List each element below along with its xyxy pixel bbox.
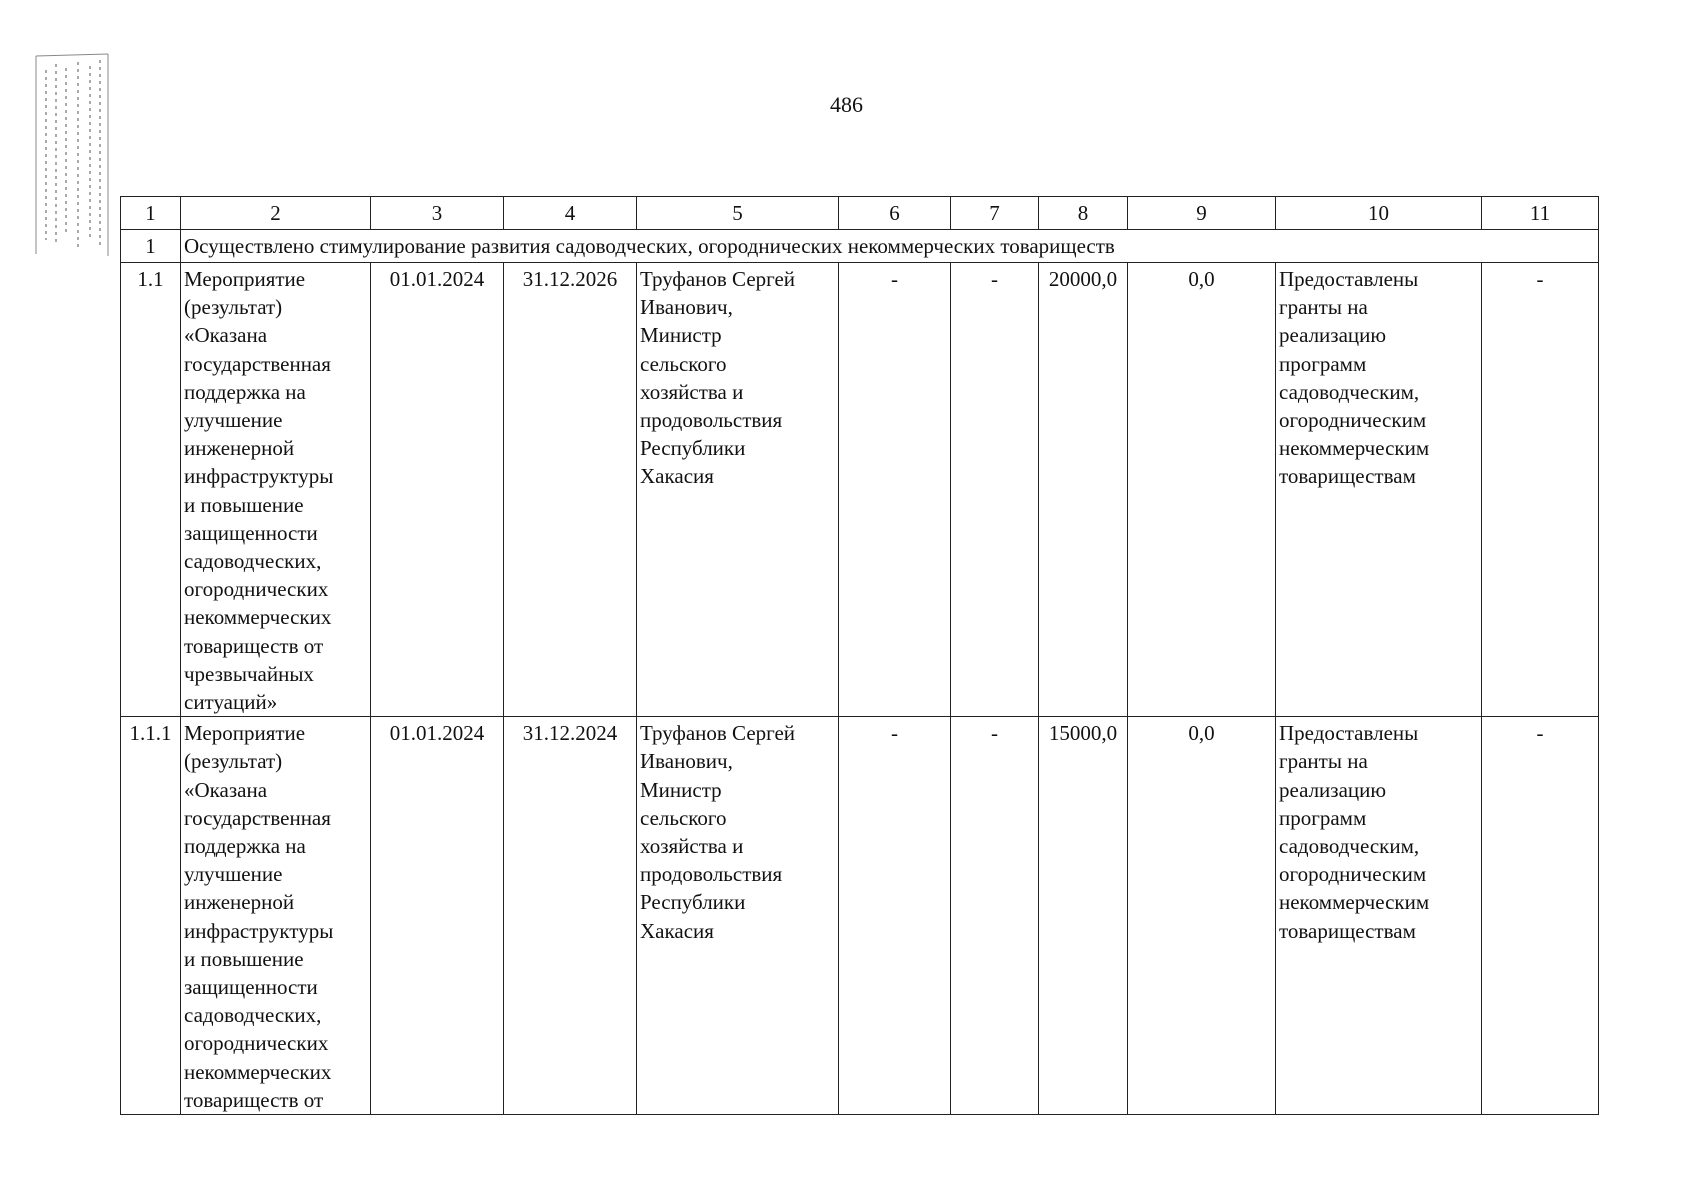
cell-line: защищенности — [184, 520, 318, 545]
col8-amount-cell: 15000,0 — [1039, 717, 1128, 1115]
cell-line: и повышение — [184, 946, 304, 971]
result-cell — [1276, 717, 1482, 1115]
column-header: 1 — [121, 197, 181, 230]
col7-cell: - — [951, 263, 1039, 717]
cell-line: хозяйства и — [640, 379, 744, 404]
cell-line: «Оказана — [184, 777, 268, 802]
cell-line: некоммерческим — [1279, 436, 1430, 461]
cell-line: Иванович, — [640, 749, 733, 774]
end-date-cell: 31.12.2026 — [504, 263, 637, 717]
cell-line: садоводческих, — [184, 549, 322, 574]
column-header: 9 — [1128, 197, 1276, 230]
cell-line: огородническим — [1279, 862, 1427, 887]
cell-line: некоммерческим — [1279, 890, 1430, 915]
cell-line: улучшение — [184, 862, 283, 887]
cell-line: хозяйства и — [640, 834, 744, 859]
col7-cell: - — [951, 717, 1039, 1115]
column-header: 7 — [951, 197, 1039, 230]
activity-name-cell — [181, 263, 371, 717]
col11-cell: - — [1482, 263, 1599, 717]
cell-line: садоводческим, — [1279, 379, 1420, 404]
cell-line: товариществ от — [184, 1087, 324, 1112]
col11-cell: - — [1482, 717, 1599, 1115]
cell-line: защищенности — [184, 975, 318, 1000]
start-date-cell: 01.01.2024 — [371, 263, 504, 717]
cell-line: сельского — [640, 351, 727, 376]
column-header: 8 — [1039, 197, 1128, 230]
cell-line: инженерной — [184, 436, 295, 461]
page-number: 486 — [830, 92, 863, 117]
cell-line: инженерной — [184, 890, 295, 915]
cell-line: Труфанов Сергей — [640, 721, 796, 746]
cell-line: государственная — [184, 805, 331, 830]
section-title: Осуществлено стимулирование развития садоводческих, огороднических некоммерческих товариществ — [181, 230, 1599, 263]
cell-line: некоммерческих — [184, 1059, 332, 1084]
cell-line: Хакасия — [640, 918, 714, 943]
cell-line: Труфанов Сергей — [640, 267, 796, 291]
cell-line: продовольствия — [640, 408, 783, 433]
end-date-cell: 31.12.2024 — [504, 717, 637, 1115]
cell-line: (результат) — [184, 749, 283, 774]
cell-line: Мероприятие — [184, 721, 306, 746]
column-header: 3 — [371, 197, 504, 230]
cell-line: Министр — [640, 323, 722, 348]
column-header: 2 — [181, 197, 371, 230]
cell-line: чрезвычайных — [184, 661, 314, 686]
cell-line: товариществам — [1279, 464, 1416, 489]
col8-amount-cell: 20000,0 — [1039, 263, 1128, 717]
cell-line: (результат) — [184, 295, 283, 320]
cell-line: улучшение — [184, 408, 283, 433]
cell-line: программ — [1279, 351, 1367, 376]
cell-line: Иванович, — [640, 295, 733, 320]
col6-cell: - — [839, 263, 951, 717]
cell-line: садоводческим, — [1279, 834, 1420, 859]
cell-line: инфраструктуры — [184, 918, 334, 943]
cell-line: огородническим — [1279, 408, 1427, 433]
cell-line: и повышение — [184, 492, 304, 517]
cell-line: некоммерческих — [184, 605, 332, 630]
cell-line: ситуаций» — [184, 690, 278, 715]
cell-line: гранты на — [1279, 749, 1368, 774]
column-header: 11 — [1482, 197, 1599, 230]
section-row — [121, 230, 1599, 263]
cell-line: «Оказана — [184, 323, 268, 348]
cell-line: продовольствия — [640, 862, 783, 887]
column-header: 5 — [637, 197, 839, 230]
table-row — [121, 263, 1599, 717]
activity-name-cell — [181, 717, 371, 1115]
table-row — [121, 717, 1599, 1115]
responsible-cell — [637, 717, 839, 1115]
cell-line: поддержка на — [184, 379, 306, 404]
cell-line: Мероприятие — [184, 267, 306, 291]
cell-line: государственная — [184, 351, 331, 376]
col9-amount-cell: 0,0 — [1128, 717, 1276, 1115]
cell-line: гранты на — [1279, 295, 1368, 320]
column-header: 10 — [1276, 197, 1482, 230]
cell-line: Предоставлены — [1279, 267, 1419, 291]
row-number: 1.1.1 — [121, 717, 181, 1115]
cell-line: товариществ от — [184, 633, 324, 658]
cell-line: Министр — [640, 777, 722, 802]
registration-stamp-mark — [34, 50, 110, 260]
cell-line: садоводческих, — [184, 1003, 322, 1028]
cell-line: реализацию — [1279, 777, 1387, 802]
col9-amount-cell: 0,0 — [1128, 263, 1276, 717]
column-number-row — [121, 197, 1599, 230]
cell-line: поддержка на — [184, 834, 306, 859]
cell-line: огороднических — [184, 1031, 329, 1056]
activities-table — [120, 196, 1599, 1115]
row-number: 1.1 — [121, 263, 181, 717]
result-cell — [1276, 263, 1482, 717]
cell-line: реализацию — [1279, 323, 1387, 348]
cell-line: Хакасия — [640, 464, 714, 489]
cell-line: инфраструктуры — [184, 464, 334, 489]
cell-line: товариществам — [1279, 918, 1416, 943]
cell-line: огороднических — [184, 577, 329, 602]
cell-line: сельского — [640, 805, 727, 830]
cell-line: Предоставлены — [1279, 721, 1419, 746]
section-number: 1 — [121, 230, 181, 263]
cell-line: Республики — [640, 890, 746, 915]
responsible-cell — [637, 263, 839, 717]
column-header: 6 — [839, 197, 951, 230]
col6-cell: - — [839, 717, 951, 1115]
start-date-cell: 01.01.2024 — [371, 717, 504, 1115]
column-header: 4 — [504, 197, 637, 230]
cell-line: Республики — [640, 436, 746, 461]
cell-line: программ — [1279, 805, 1367, 830]
